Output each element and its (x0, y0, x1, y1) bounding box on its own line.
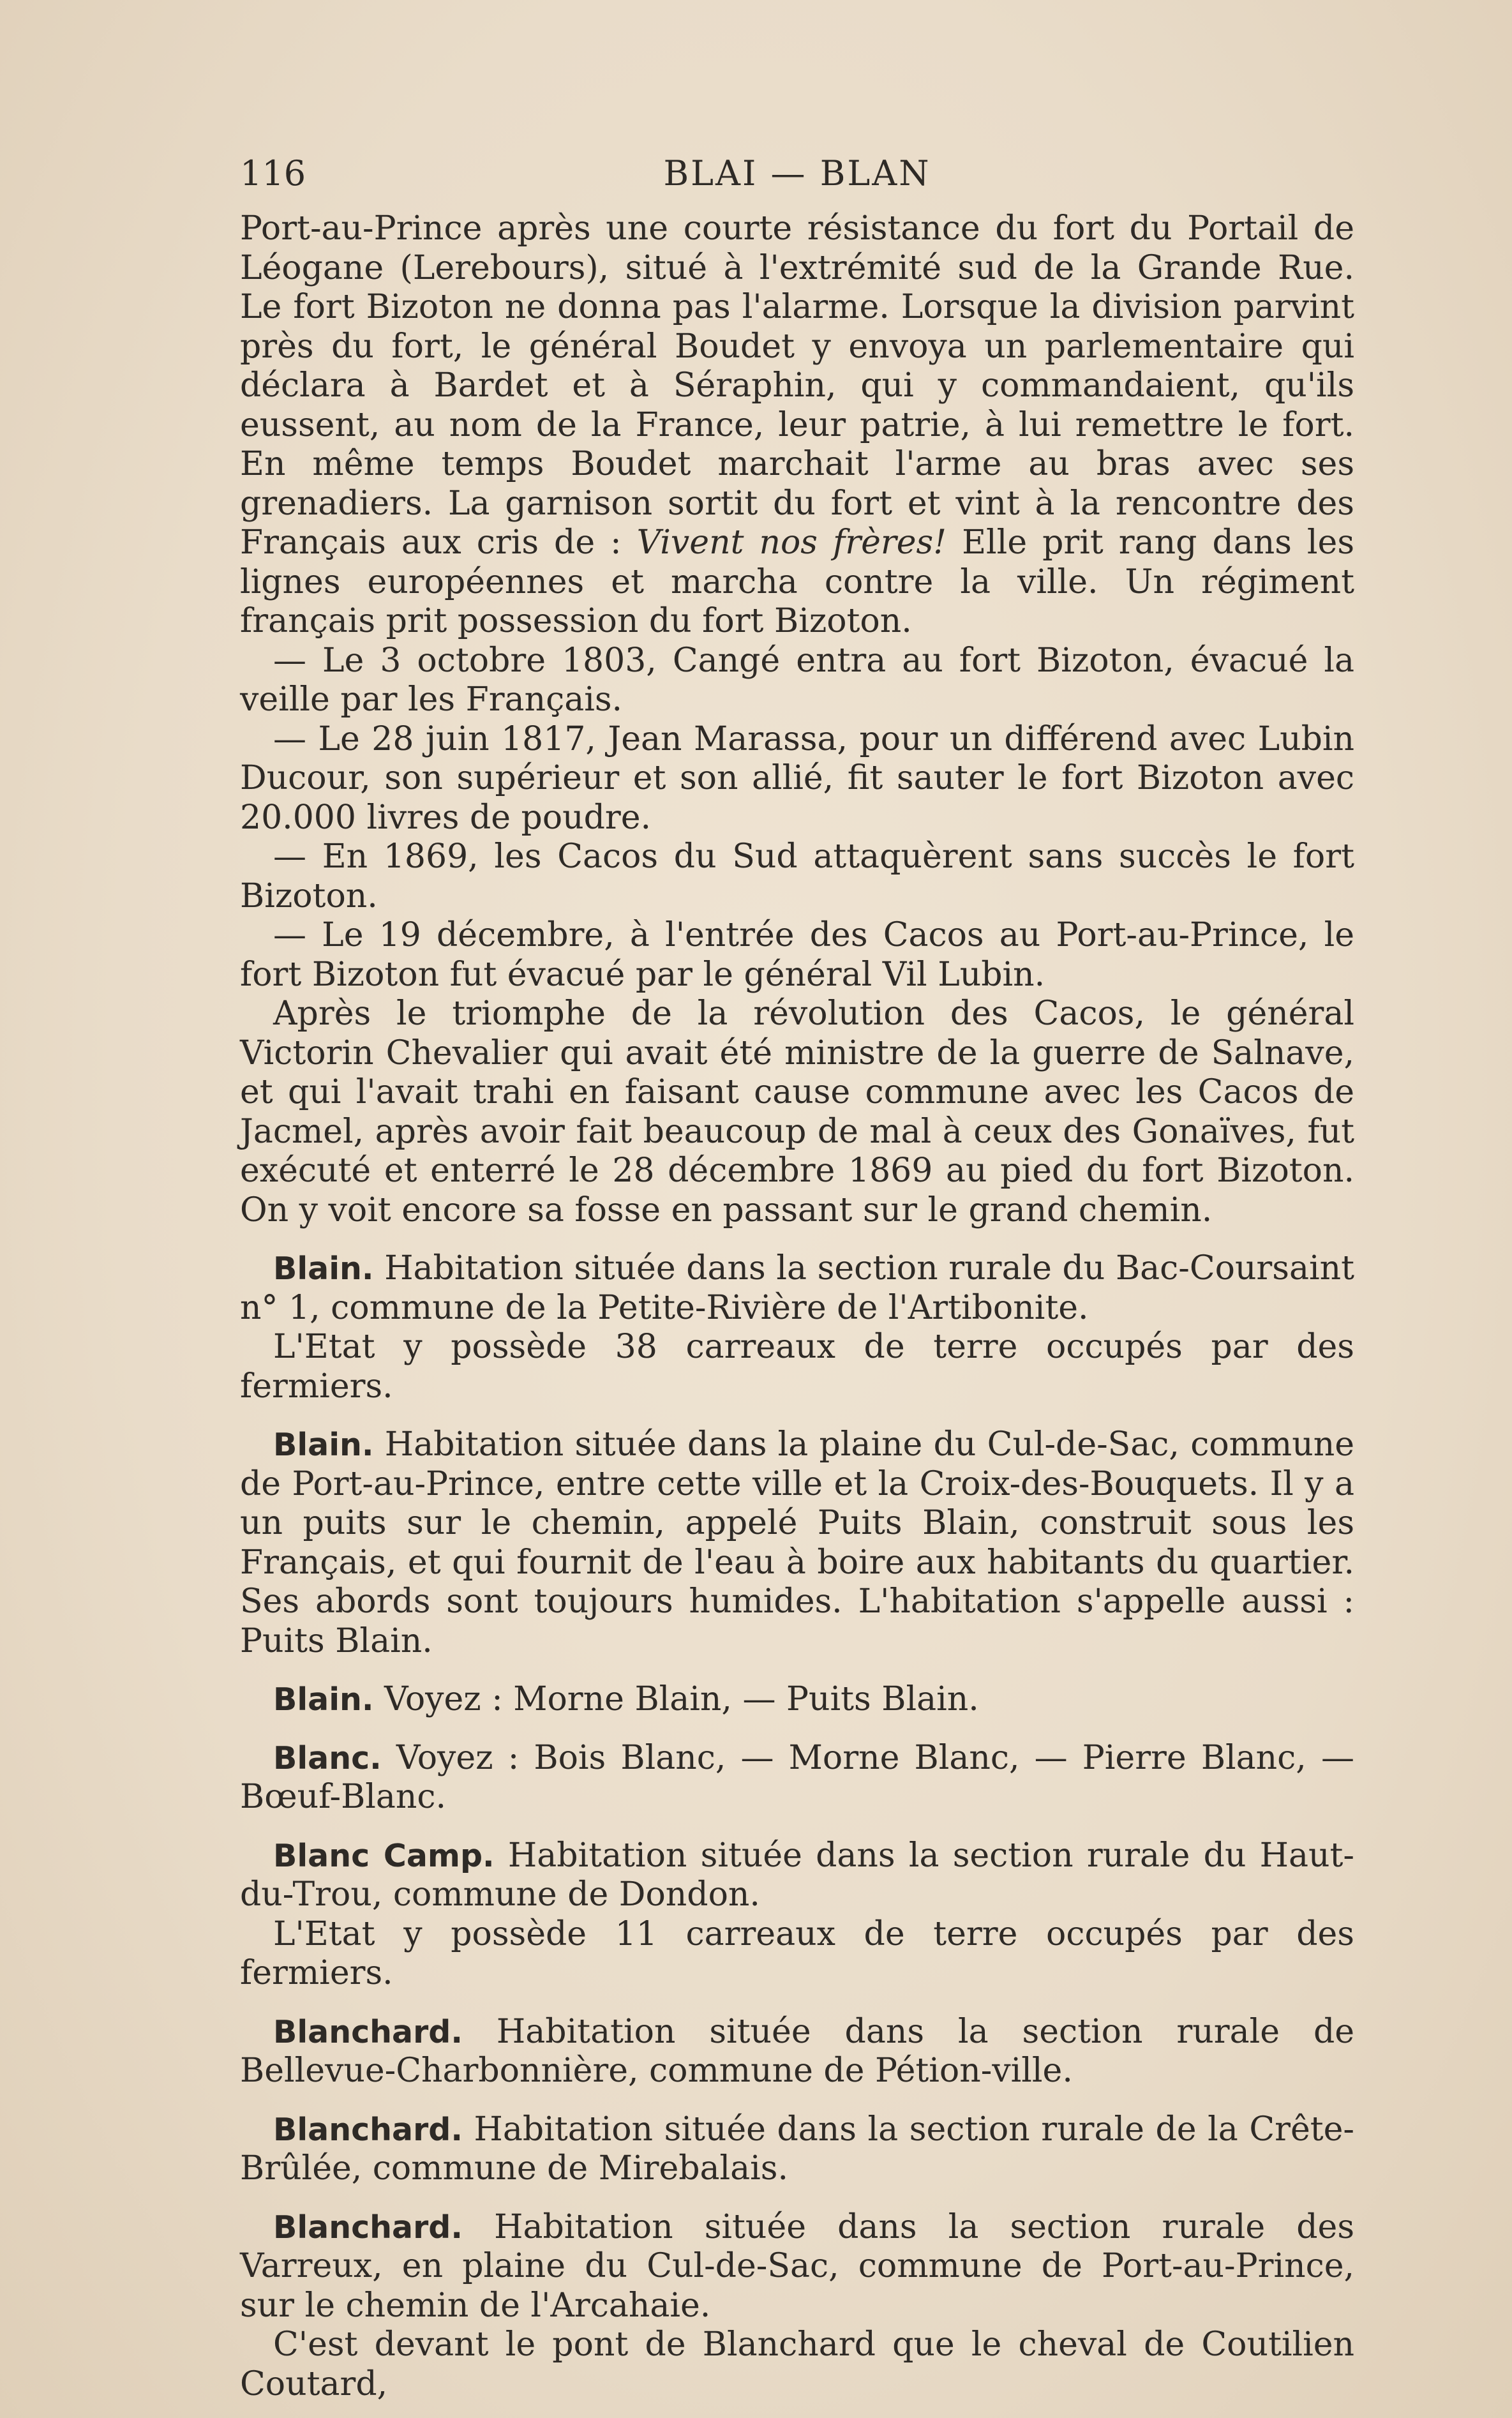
entry-text: Habitation située dans la section rurale de la Crête-Brûlée, commune de Mirebalais. (240, 2110, 1354, 2188)
entry-headword: Blanchard. (273, 2013, 463, 2050)
entry-text: Habitation située dans la section rurale du Haut-du-Trou, commune de Dondon. (240, 1836, 1354, 1914)
page-body (240, 209, 1354, 2404)
paragraph: Port-au-Prince après une courte résistance du fort du Portail de Léogane (Lerebours), situé à l'extrémité sud de la Grande Rue. Le fort Bizoton ne donna pas l'alarme. Lorsque la division parvint près du fort, le général Boudet y envoya un parlementaire qui déclara à Bardet et à Séraphin, qui y commandaient, qu'ils eussent, au nom de la France, leur patrie, à lui remettre le fort. En même temps Boudet marchait l'arme au bras avec ses grenadiers. La garnison sortit du fort et vint à la rencontre des Français aux cris de : Vivent nos frères! Elle prit rang dans les lignes européennes et marcha contre la ville. Un régiment français prit possession du fort Bizoton. (240, 209, 1355, 640)
entry-text: Habitation située dans la section rurale de Bellevue-Charbonnière, commune de Pétion-ville. (240, 2012, 1355, 2090)
entry-headword: Blain. (273, 1681, 374, 1718)
paragraph: — Le 3 octobre 1803, Cangé entra au fort Bizoton, évacué la veille par les Français. (240, 641, 1354, 719)
entry-text: Habitation située dans la section rurale des Varreux, en plaine du Cul-de-Sac, commune de Port-au-Prince, sur le chemin de l'Arcahaie. (240, 2207, 1355, 2325)
dictionary-entry (240, 1680, 1354, 1720)
dictionary-entry (240, 1739, 1354, 1817)
entry-text: Habitation située dans la plaine du Cul-de-Sac, commune de Port-au-Prince, entre cette ville et la Croix-des-Bouquets. Il y a un puits sur le chemin, appelé Puits Blain, construit sous les Français, et qui fournit de l'eau à boire aux habitants du quartier. Ses abords sont toujours humides. L'habitation s'appelle aussi : Puits Blain. (240, 1425, 1354, 1660)
dictionary-entry (240, 2208, 1354, 2326)
dictionary-entry (240, 1249, 1354, 1328)
entry-extra: L'Etat y possède 38 carreaux de terre occupés par des fermiers. (240, 1328, 1354, 1406)
running-title: BLAI — BLAN (663, 153, 931, 193)
entry-text: Voyez : Morne Blain, — Puits Blain. (384, 1680, 979, 1718)
paragraph: Après le triomphe de la révolution des Cacos, le général Victorin Chevalier qui avait été ministre de la guerre de Salnave, et qui l'avait trahi en faisant cause commune avec les Cacos de Jacmel, après avoir fait beaucoup de mal à ceux des Gonaïves, fut exécuté et enterré le 28 décembre 1869 au pied du fort Bizoton. On y voit encore sa fosse en passant sur le grand chemin. (240, 995, 1354, 1229)
entry-headword: Blanchard. (273, 2209, 463, 2246)
page-number: 116 (240, 153, 306, 193)
paragraph: — En 1869, les Cacos du Sud attaquèrent sans succès le fort Bizoton. (240, 837, 1354, 915)
entry-extra: L'Etat y possède 11 carreaux de terre occupés par des fermiers. (240, 1914, 1354, 1992)
entry-headword: Blain. (273, 1250, 374, 1287)
entry-extra: C'est devant le pont de Blanchard que le cheval de Coutilien Coutard, (240, 2325, 1354, 2403)
dictionary-entry (240, 2110, 1354, 2189)
dictionary-entry (240, 1425, 1354, 1661)
page-header (240, 148, 1354, 199)
paragraph: — Le 28 juin 1817, Jean Marassa, pour un différend avec Lubin Ducour, son supérieur et son allié, fit sauter le fort Bizoton avec 20.000 livres de poudre. (240, 719, 1354, 837)
dictionary-entry (240, 2013, 1354, 2091)
entry-headword: Blanchard. (273, 2111, 463, 2148)
italic-quote: Vivent nos frères! (636, 523, 947, 562)
dictionary-entry (240, 1836, 1354, 1915)
paragraph: — Le 19 décembre, à l'entrée des Cacos au Port-au-Prince, le fort Bizoton fut évacué par le général Vil Lubin. (240, 916, 1354, 994)
entry-headword: Blanc Camp. (273, 1837, 495, 1874)
entry-text: Voyez : Bois Blanc, — Morne Blanc, — Pierre Blanc, — Bœuf-Blanc. (240, 1738, 1354, 1816)
entry-headword: Blain. (273, 1427, 374, 1463)
entry-text: Habitation située dans la section rurale du Bac-Coursaint n° 1, commune de la Petite-Rivière de l'Artibonite. (240, 1249, 1354, 1327)
entry-headword: Blanc. (273, 1739, 382, 1776)
